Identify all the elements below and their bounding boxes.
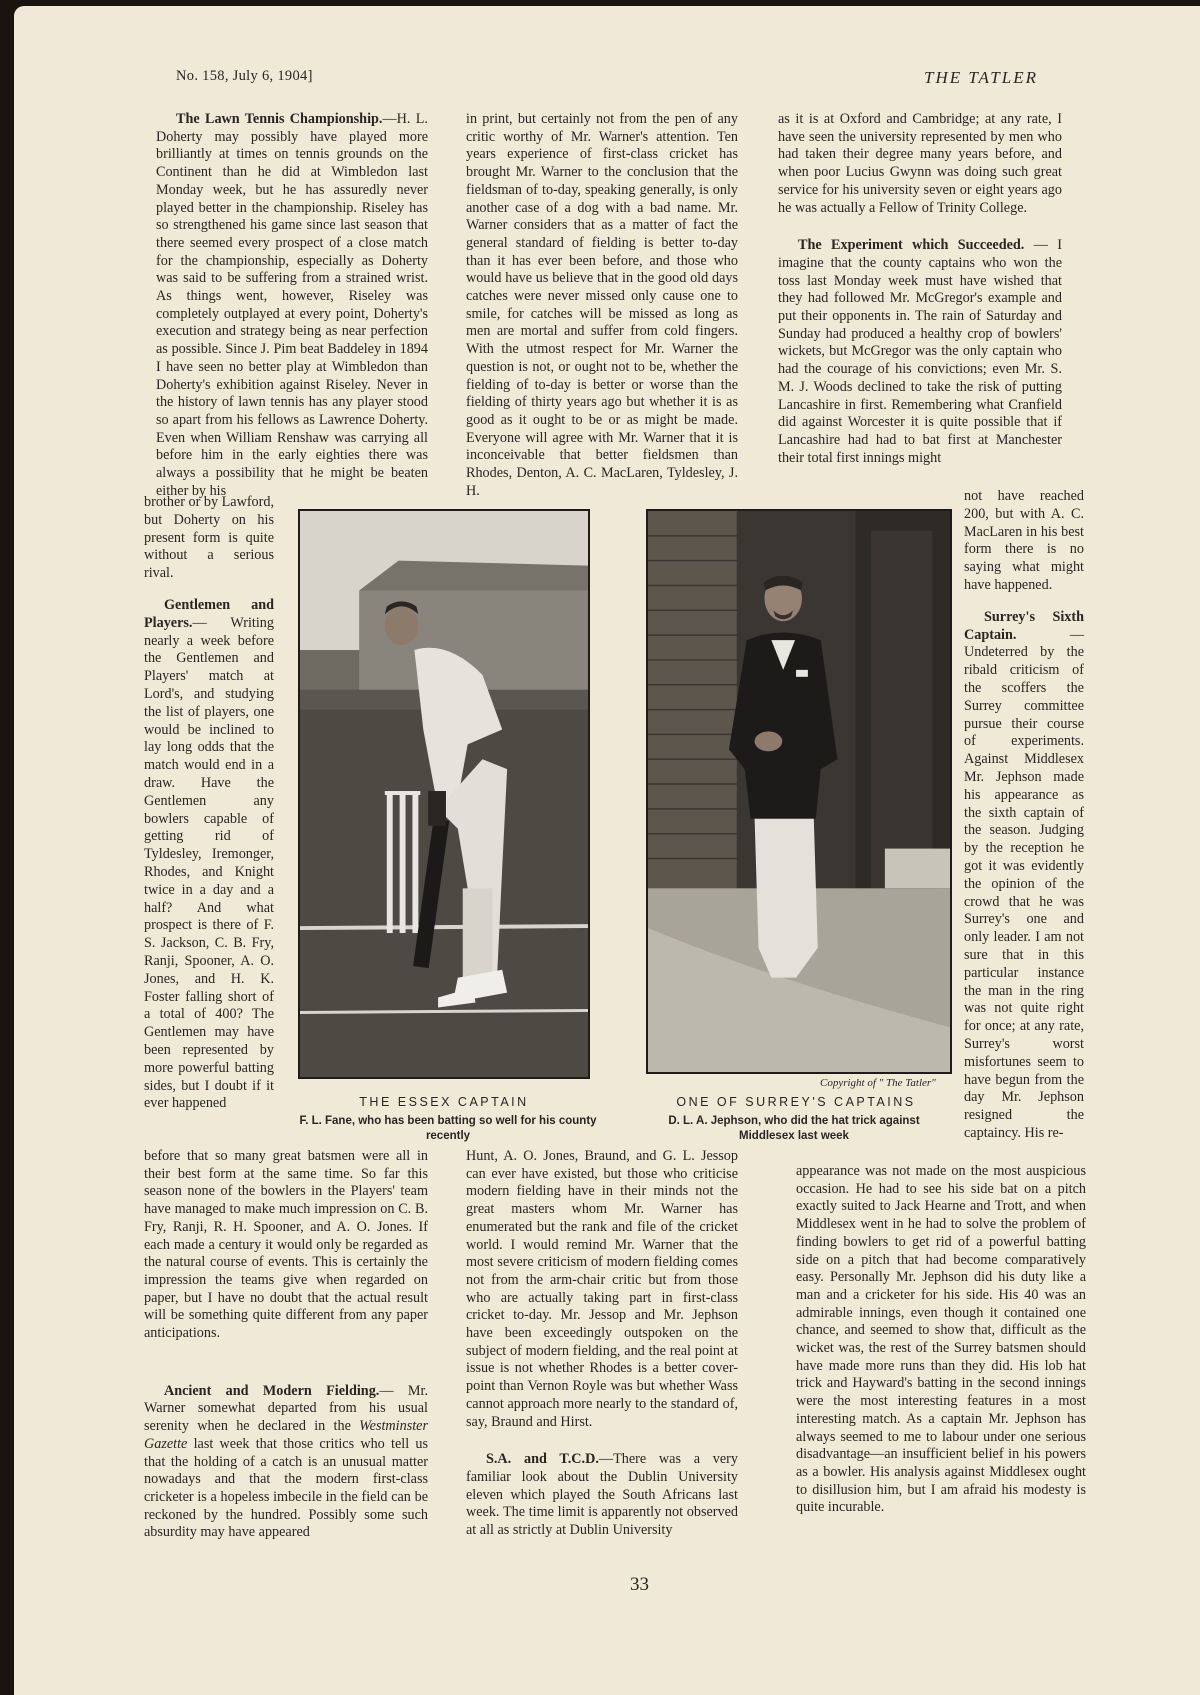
surrey-heading: Surrey's Sixth Captain. (964, 608, 1084, 643)
sa-tcd-heading: S.A. and T.C.D. (486, 1451, 599, 1468)
gentlemen-continued: before that so many great batsmen were all in their best form at the same time. So far this season none of the bowlers in the Players' team have managed to make much impression on C. B. Fry, Ranji, R. H. Spooner, and A. O. Jones. If each made a century it would only be regarded as the natural course of events. This is certainly the impression the teams give when regarded on paper, but I have no doubt that the actual result will be something quite different from any paper anticipations. (144, 1148, 428, 1342)
column-1-top (156, 111, 428, 520)
right-photo-title: ONE OF SURREY'S CAPTAINS (676, 1095, 916, 1109)
experiment-paragraph (778, 237, 1062, 467)
experiment-heading: The Experiment which Succeeded. (798, 237, 1025, 254)
fielding-continued: in print, but certainly not from the pen of any critic worthy of Mr. Warner's attention. Ten years experience of first-class cricket has brought Mr. Warner to the conclusion that the fieldsman of to-day, speaking generally, is only another case of a dog with a bad name. Mr. Warner considers that as a matter of fact the general standard of fielding is better to-day than it has ever been before, and those who would have us believe that in the good old days catches were never missed only cause one to smile, for catches will be missed as long as men are mortal and suffer from cold fingers. With the utmost respect for Mr. Warner the question is not, or ought not to be, whether the fielding of to-day is better or worse than the fielding of thirty years ago but whether it is as good as it ought to be or as might be made. Everyone will agree with Mr. Warner that it is inconceivable that better fieldsmen than Rhodes, Denton, A. C. MacLaren, Tyldesley, J. H. (466, 111, 738, 499)
page-number: 33 (630, 1574, 649, 1595)
essex-captain-photo (298, 509, 590, 1079)
gentlemen-paragraph (144, 597, 274, 1113)
surrey-text: — Undeterred by the ribald criticism of the scoffers the Surrey committee pursue their course of experiments. Against Middlesex Mr. Jephson made his appearance as the sixth captain of the season. Judging by the reception he got it was evidently the opinion of the crowd that he was Surrey's one and only leader. I am not sure that in this particular instance the man in the ring was not quite right for once; at any rate, Surrey's worst misfortunes seem to have begun from the day Mr. Jephson resigned the captaincy. His re- (964, 626, 1084, 1141)
column-2-top (466, 111, 738, 520)
right-photo-caption: D. L. A. Jephson, who did the hat trick against Middlesex last week (668, 1115, 920, 1142)
left-photo-caption: F. L. Fane, who has been batting so well for his county recently (299, 1115, 597, 1142)
lawn-tennis-text: —H. L. Doherty may possibly have played more brilliantly at times on tennis grounds on the Continent than he did at Wimbledon last Monday week, but he has assuredly never played better in the championship. Riseley has so strengthened his game since last season that there seemed every prospect of a close match for the championship, especially as Doherty was said to be suffering from a strained wrist. As things went, however, Riseley was completely outplayed at every point, Doherty's execution and strategy being as near perfection as possible. Since J. Pim beat Baddeley in 1894 I have seen no better play at Wimbledon than Doherty's exhibition against Riseley. Never in the history of lawn tennis has any player stood so apart from his fellows as Lawrence Doherty. Even when William Renshaw was carrying all before him in the early eighties there was always a possibility that he might be beaten either by his (156, 111, 428, 499)
jephson-illustration (648, 511, 950, 1072)
gentlemen-heading: Gentlemen and Players. (144, 596, 274, 631)
experiment-text: — I imagine that the county captains who won the toss last Monday week must have wished that they had followed Mr. McGregor's example and put their opponents in. The rain of Saturday and Sunday had produced a healthy crop of bowlers' wickets, but McGregor was the only captain who had the courage of his convictions; even Mr. S. M. J. Woods declined to take the risk of putting Lancashire in first. Remembering what Cranfield did against Worcester it is quite possible that if Lancashire had had to bat first at Manchester their total first innings might (778, 237, 1062, 466)
column-1-bottom (144, 1148, 428, 1562)
column-3-top (778, 111, 1062, 487)
copyright-note: Copyright of " The Tatler" (820, 1077, 936, 1089)
oxford-cambridge-paragraph: as it is at Oxford and Cambridge; at any rate, I have seen the university represented by men who had taken their degree many years before, and when poor Lucius Gwynn was doing such great service for his university seven or eight years ago he was actually a Fellow of Trinity College. (778, 111, 1062, 216)
lawn-tennis-continued: brother or by Lawford, but Doherty on his present form is quite without a serious rival. (144, 494, 275, 582)
surrey-paragraph (964, 609, 1084, 1143)
column-3-bottom (796, 1163, 1086, 1537)
issue-line: No. 158, July 6, 1904] (176, 68, 313, 84)
lawn-tennis-paragraph (156, 111, 428, 500)
fielding-paragraph (144, 1383, 428, 1542)
batsman-illustration (300, 511, 588, 1077)
experiment-continued: not have reached 200, but with A. C. MacLaren in his best form there is no saying what might have happened. (964, 488, 1084, 593)
surrey-captain-photo (646, 509, 952, 1074)
fielding-text-b: last week that those critics who tell us that the holding of a catch is an unusual matter nowadays and that the modern first-class cricketer is a hopeless imbecile in the field can be reckoned by the hundred. Possibly some such absurdity may have appeared (144, 1435, 428, 1541)
sa-tcd-text: —There was a very familiar look about the Dublin University eleven which played the South Africans last week. The time limit is apparently not observed at all as strictly at Dublin University (466, 1451, 739, 1539)
left-photo-title: THE ESSEX CAPTAIN (359, 1095, 529, 1109)
fielding-heading: Ancient and Modern Fielding. (164, 1382, 380, 1399)
fielding-text-a: — Mr. Warner somewhat departed from his usual serenity when he declared in the (144, 1382, 429, 1435)
sa-tcd-paragraph (466, 1451, 738, 1540)
fielding-continued-2: Hunt, A. O. Jones, Braund, and G. L. Jessop can ever have existed, but those who criticise modern fielding have in their minds not the great masters whom Mr. Warner has enumerated but the rank and file of the cricket world. I would remind Mr. Warner that the most severe criticism of modern fielding comes not from the arm-chair critic but from those who are actually taking part in first-class cricket to-day. Mr. Jessop and Mr. Jephson have been exceedingly outspoken on the subject of modern fielding, and the real point at issue is not whether Rhodes is a better cover-point than Vernon Royle was but whether Wass cannot approach more nearly to the standard of, say, Braund and Hirst. (466, 1148, 738, 1430)
column-1-narrow (144, 494, 274, 1127)
fielding-paper-title: Westminster Gazette (144, 1418, 428, 1452)
magazine-title: THE TATLER (924, 68, 1038, 87)
magazine-page (14, 6, 1200, 1695)
column-3-narrow (964, 488, 1084, 1157)
surrey-continued: appearance was not made on the most auspicious occasion. He had to see his side bat on a pitch exactly suited to Jack Hearne and Trott, and when Middlesex went in he had to solve the problem of finding bowlers to get rid of a powerful batting side on a pitch that had become comparatively easy. Personally Mr. Jephson did his duty like a man and a cricketer for his side. His 40 was an admirable innings, even though it contained one chance, and seemed to show that, difficult as the wicket was, the rest of the Surrey batsmen should have made more runs than they did. His lob hat trick and Hayward's batting in the second innings were the most interesting features in a most interesting match. As a captain Mr. Jephson has always seemed to me to labour under one serious disadvantage—an insufficient belief in his powers as a bowler. His analysis against Middlesex ought to disillusion him, but I am afraid his modesty is quite incurable. (796, 1163, 1086, 1516)
column-2-bottom (466, 1148, 738, 1560)
lawn-tennis-heading: The Lawn Tennis Championship. (176, 111, 383, 127)
gentlemen-text: — Writing nearly a week before the Gentlemen and Players' match at Lord's, and studying the list of players, one would be inclined to lay long odds that the match would end in a draw. Have the Gentlemen any bowlers capable of getting rid of Tyldesley, Iremonger, Rhodes, and Knight twice in a day and a half? And what prospect is there of F. S. Jackson, C. B. Fry, Ranji, Spooner, A. O. Jones, and H. K. Foster falling short of a total of 400? The Gentlemen may have been represented by more powerful batting sides, but I doubt if it ever happened (144, 614, 274, 1112)
